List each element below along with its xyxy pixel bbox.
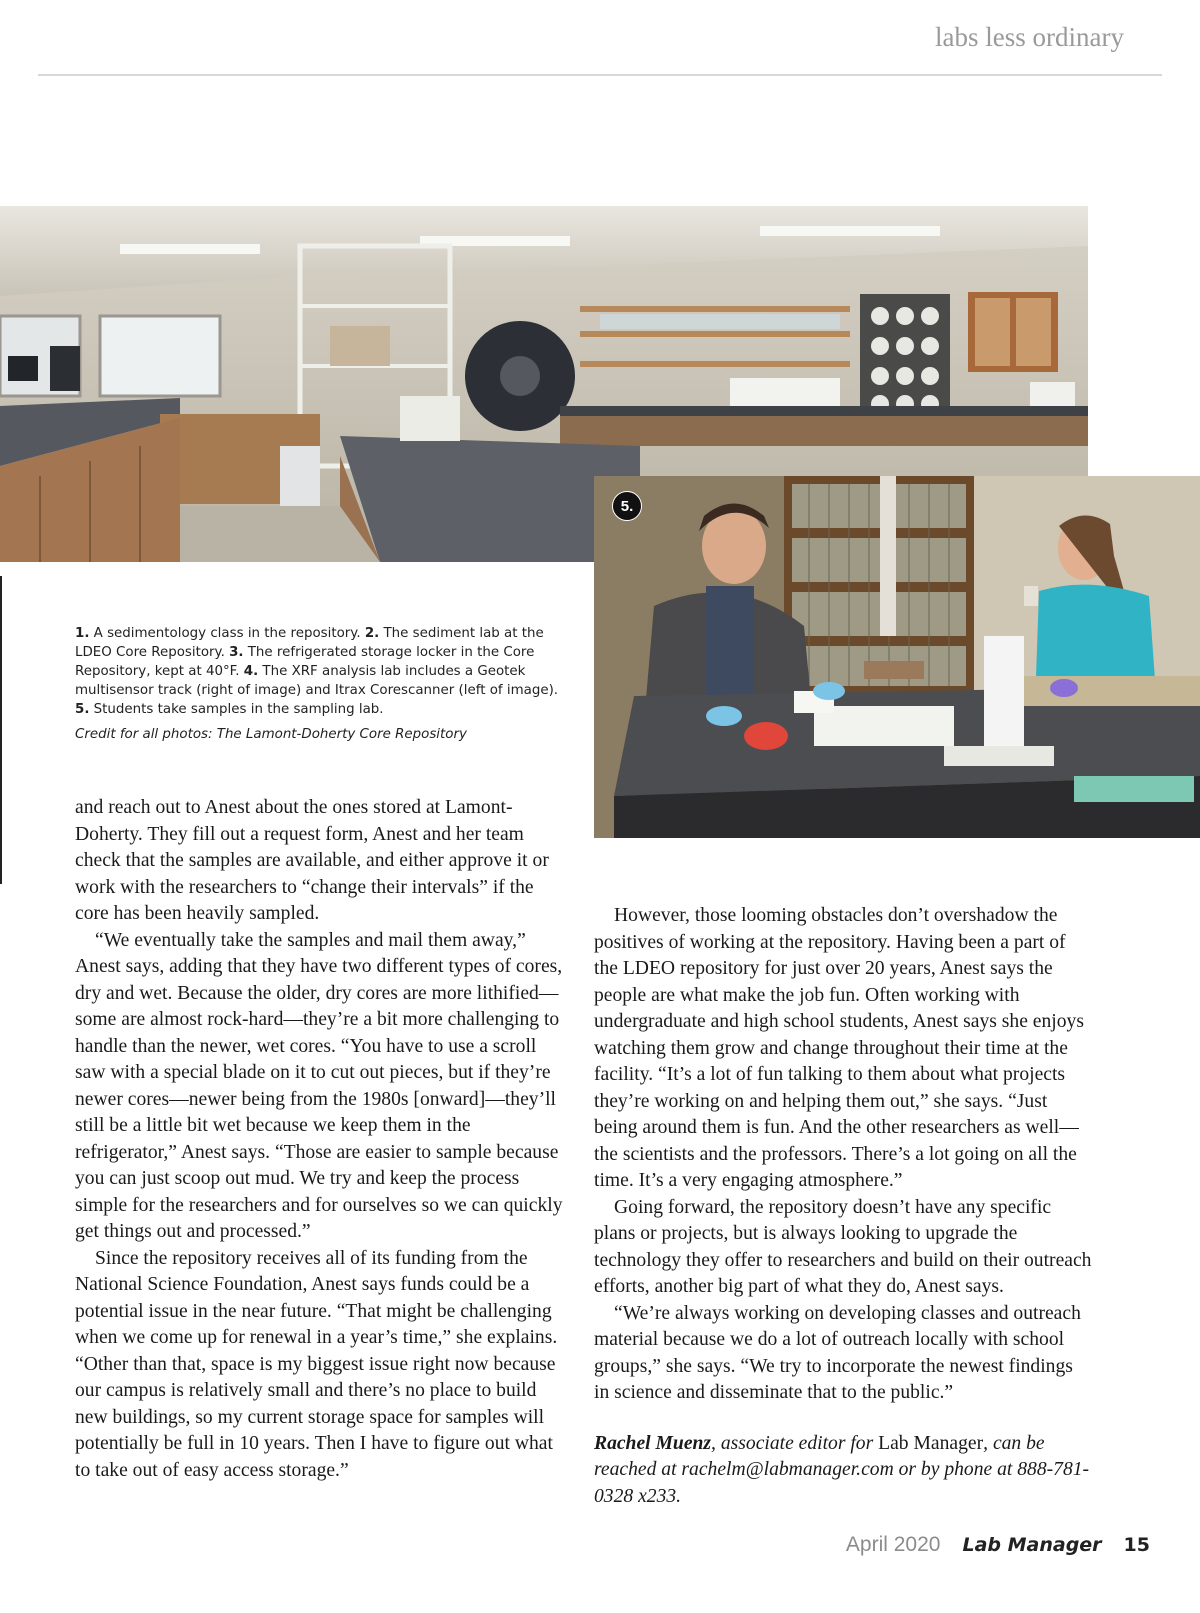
caption-num-4: 4.	[243, 664, 259, 679]
caption-text-4: The XRF analysis lab includes a Geotek multisensor track (right of image) and Itrax Corescanner (left of image).	[75, 664, 559, 698]
caption-text-1: A sedimentology class in the repository.	[89, 626, 365, 641]
page-footer	[846, 1533, 1150, 1557]
header-rule	[38, 74, 1162, 76]
photo-caption	[75, 624, 575, 719]
paragraph: Since the repository receives all of its funding from the National Science Foundation, Anest says funds could be a potential issue in the near future. “That might be challenging when we come up for renewal in a year’s time,” she explains. “Other than that, space is my biggest issue right now because our campus is relatively small and there’s no place to build new buildings, so my current storage space for samples will potentially be full in 10 years. Then I have to figure out what to take out of easy access storage.”	[75, 1247, 558, 1481]
article-column-left	[75, 795, 567, 1484]
author-byline	[594, 1431, 1092, 1511]
page-number: 15	[1123, 1534, 1150, 1556]
caption-num-1: 1.	[75, 626, 90, 641]
magazine-name: Lab Manager	[962, 1534, 1102, 1556]
author-role: , associate editor for	[711, 1432, 879, 1454]
paragraph: “We’re always working on developing classes and outreach material because we do a lot of outreach locally with school groups,” she says. “We try to incorporate the newest findings in science and disseminate that to the public.”	[594, 1302, 1081, 1403]
caption-num-5: 5.	[75, 702, 90, 717]
caption-text-3: The refrigerated storage locker in the Core Repository, kept at 40°F.	[75, 645, 535, 679]
paragraph: “We eventually take the samples and mail them away,” Anest says, adding that they have two different types of cores, dry and wet. Because the older, dry cores are more lithified—some are almost rock-hard—they’re a bit more challenging to handle than the newer, wet cores. “You have to use a scroll saw with a special blade on it to cut out pieces, but if they’re newer cores—newer being from the 1980s [onward]—they’ll still be a little bit wet because we keep them in the refrigerator,” Anest says. “Those are easier to sample because you can just scoop out mud. We try and keep the process simple for the researchers and for ourselves so we can quickly get things out and processed.”	[75, 929, 563, 1242]
paragraph: Going forward, the repository doesn’t have any specific plans or projects, but is always looking to upgrade the technology they offer to researchers and build on their outreach efforts, another big part of what they do, Anest says.	[594, 1196, 1092, 1297]
students-photo-illustration	[594, 476, 1200, 838]
students-photo	[594, 476, 1200, 838]
issue-date: April 2020	[845, 1533, 941, 1556]
paragraph: and reach out to Anest about the ones stored at Lamont-Doherty. They fill out a request form, Anest and her team check that the samples are available, and either approve it or work with the researchers to “change their intervals” if the core has been heavily sampled.	[75, 797, 549, 924]
caption-text-2: The sediment lab at the LDEO Core Repository.	[75, 626, 544, 660]
section-label: labs less ordinary	[935, 22, 1124, 52]
author-contact: , can be reached at rachelm@labmanager.com or by phone at 888-781-0328 x233.	[594, 1432, 1090, 1507]
author-name: Rachel Muenz	[594, 1432, 712, 1454]
caption-num-2: 2.	[364, 626, 380, 641]
paragraph: However, those looming obstacles don’t overshadow the positives of working at the repository. Having been a part of the LDEO repository for just over 20 years, Anest says the people are what make the job fun. Often working with undergraduate and high school students, Anest says she enjoys watching them grow and change throughout their time at the facility. “It’s a lot of fun talking to them about what projects they’re working on and helping them out,” she says. “Just being around them is fun. And the other researchers as well—the scientists and the professors. There’s a lot going on all the time. It’s a very engaging atmosphere.”	[594, 905, 1084, 1191]
article-column-right	[594, 903, 1092, 1510]
margin-rule	[0, 576, 2, 884]
caption-num-3: 3.	[229, 645, 244, 660]
caption-text-5: Students take samples in the sampling lab.	[89, 702, 384, 717]
photo-credit: Credit for all photos: The Lamont-Doherty Core Repository	[75, 727, 467, 742]
photo-number-badge: 5.	[612, 491, 642, 521]
publication-name: Lab Manager	[878, 1432, 984, 1454]
